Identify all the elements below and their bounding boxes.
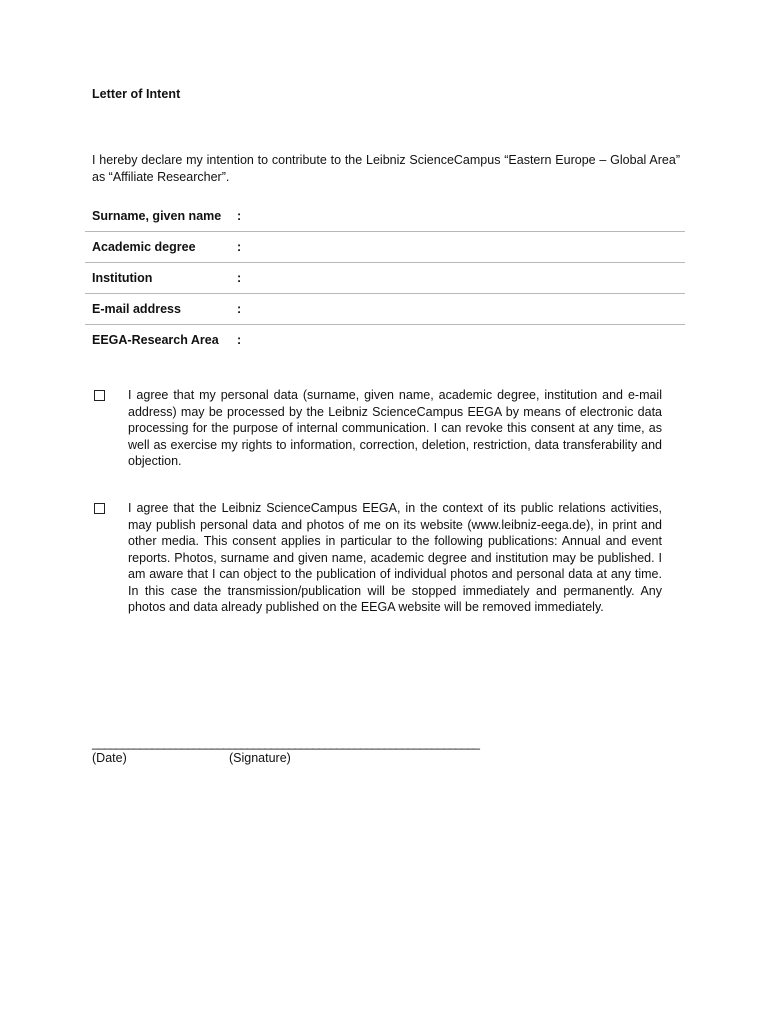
field-institution-row[interactable] [85,263,685,294]
field-research-area-row[interactable] [85,325,685,355]
field-academic-degree-row[interactable] [85,232,685,263]
field-email-row[interactable] [85,294,685,325]
field-academic-degree-label: Academic degree [92,240,196,254]
field-surname-row[interactable] [85,201,685,232]
field-colon: : [237,271,242,285]
signature-caption: (Signature) [229,751,291,765]
date-line[interactable]: _______________________ [92,736,229,750]
consent-data-processing-checkbox[interactable] [94,390,105,401]
field-institution-label: Institution [92,271,153,285]
intro-paragraph: I hereby declare my intention to contribute to the Leibniz ScienceCampus “Eastern Europe – Global Area” as “Affiliate Researcher”. [92,153,680,184]
info-fields [85,201,685,355]
signature-line[interactable]: __________________________________________ [229,736,479,750]
consent-data-processing-text: I agree that my personal data (surname, given name, academic degree, institution and e-mail address) may be processed by the Leibniz ScienceCampus EEGA by means of electronic data processing for the purpose of internal communication. I can revoke this consent at any time, as well as exercise my rights to information, correction, deletion, restriction, data transferability and objection. [128,388,662,468]
field-research-area-label: EEGA-Research Area [92,333,219,347]
document-title: Letter of Intent [92,87,181,101]
consent-publication-text: I agree that the Leibniz ScienceCampus EEGA, in the context of its public relations activities, may publish personal data and photos of me on its website (www.leibniz-eega.de), in print and other media. This consent applies in particular to the following publications: Annual and event reports. Photos, surname and given name, academic degree and institution may be published. I am aware that I can object to the publication of individual photos and personal data at any time. In this case the transmission/publication will be stopped immediately and permanently. Any photos and data already published on the EEGA website will be removed immediately. [128,501,662,614]
field-colon: : [237,240,242,254]
field-colon: : [237,333,242,347]
consent-publication-checkbox[interactable] [94,503,105,514]
field-colon: : [237,302,242,316]
field-email-label: E-mail address [92,302,181,316]
field-surname-label: Surname, given name [92,209,222,223]
field-colon: : [237,209,242,223]
date-caption: (Date) [92,751,127,765]
